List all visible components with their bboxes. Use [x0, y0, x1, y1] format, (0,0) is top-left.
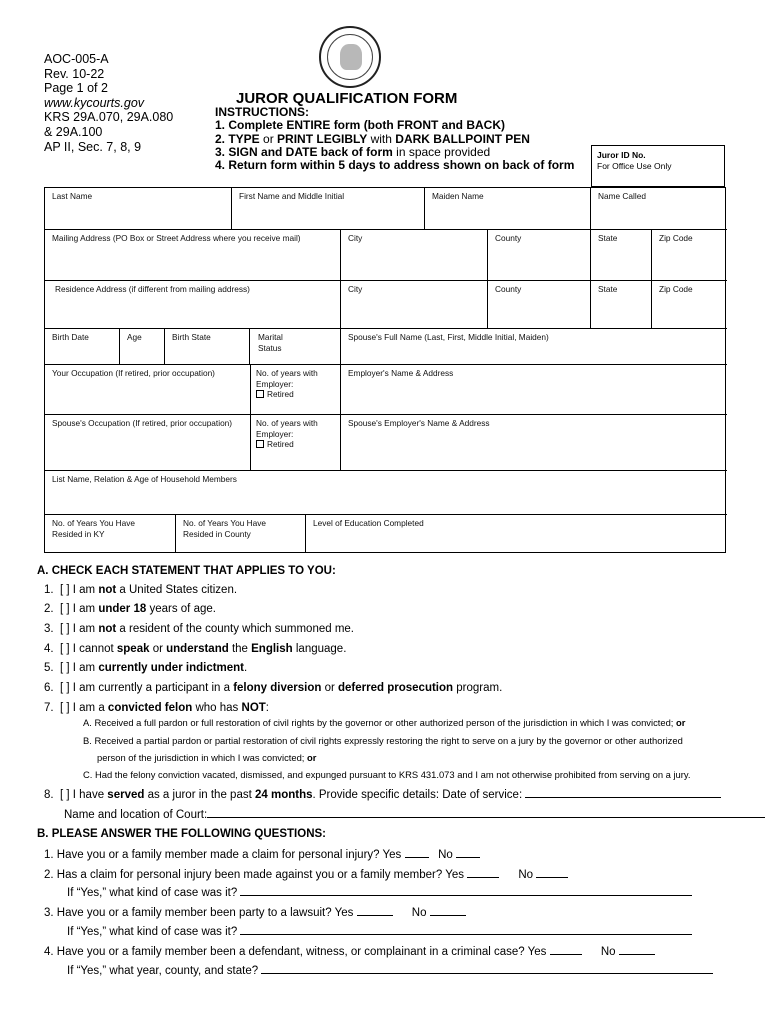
juror-id-box — [591, 145, 725, 187]
statement-7c: C. Had the felony conviction vacated, dismissed, and expunged pursuant to KRS 431.073 and I am not otherwise prohibited from serving on a jury. — [83, 769, 691, 780]
mailing-zip-field[interactable]: Zip Code — [652, 230, 727, 281]
form-header-info — [44, 52, 173, 154]
ap-citation: AP II, Sec. 7, 8, 9 — [44, 139, 142, 154]
instructions-heading: INSTRUCTIONS: — [215, 105, 309, 119]
question-3: 3. Have you or a family member been party to a lawsuit? Yes No — [44, 907, 466, 919]
q4-details-input[interactable] — [261, 973, 713, 974]
mailing-county-field[interactable]: County — [488, 230, 591, 281]
krs-citation: KRS 29A.070, 29A.080 — [44, 110, 174, 125]
residence-city-field[interactable]: City — [341, 281, 488, 329]
age-field[interactable]: Age — [120, 329, 165, 365]
instruction-1: 1. Complete ENTIRE form (both FRONT and BACK) — [215, 118, 505, 133]
q2-details-input[interactable] — [240, 895, 692, 896]
mailing-city-field[interactable]: City — [341, 230, 488, 281]
krs-citation-2: & 29A.100 — [44, 124, 103, 139]
question-2: 2. Has a claim for personal injury been made against you or a family member? Yes No — [44, 869, 568, 881]
q2-yes-input[interactable] — [467, 877, 499, 878]
years-in-county-field[interactable]: No. of Years You Have Resided in County — [176, 515, 306, 552]
date-of-service-input[interactable] — [525, 797, 721, 798]
q4-no-input[interactable] — [619, 954, 655, 955]
form-title: JUROR QUALIFICATION FORM — [236, 90, 458, 107]
occupation-field[interactable]: Your Occupation (If retired, prior occupation) — [45, 365, 251, 415]
statement-3[interactable]: 3. [ ] I am not a resident of the county which summoned me. — [44, 623, 355, 635]
section-b-heading: B. PLEASE ANSWER THE FOLLOWING QUESTIONS: — [37, 828, 326, 840]
instruction-3: 3. SIGN and DATE back of form in space provided — [215, 144, 491, 159]
statement-8[interactable]: 8. [ ] I have served as a juror in the past 24 months. Provide specific details: Date of service: — [44, 789, 721, 801]
marital-status-field[interactable]: Marital Status — [250, 329, 341, 365]
spouse-occupation-field[interactable]: Spouse's Occupation (If retired, prior occupation) — [45, 415, 251, 471]
residence-address-field[interactable]: Residence Address (if different from mailing address) — [45, 281, 341, 329]
question-3-if: If “Yes,” what kind of case was it? — [67, 926, 692, 938]
statement-7a: A. Received a full pardon or full restoration of civil rights by the governor or other authorized person of the jurisdiction in which I was convicted; or — [83, 717, 686, 728]
years-in-ky-field[interactable]: No. of Years You Have Resided in KY — [45, 515, 176, 552]
juror-id-label: Juror ID No. — [597, 150, 646, 160]
employer-field[interactable]: Employer's Name & Address — [341, 365, 727, 415]
kentucky-seal-icon — [319, 26, 381, 88]
statement-2[interactable]: 2. [ ] I am under 18 years of age. — [44, 603, 216, 615]
form-number: AOC-005-A — [44, 52, 109, 66]
instruction-4: 4. Return form within 5 days to address shown on back of form — [215, 158, 575, 173]
spouse-employer-field[interactable]: Spouse's Employer's Name & Address — [341, 415, 727, 471]
q4-yes-input[interactable] — [550, 954, 582, 955]
last-name-field[interactable]: Last Name — [45, 188, 232, 230]
statement-5[interactable]: 5. [ ] I am currently under indictment. — [44, 662, 248, 674]
question-1: 1. Have you or a family member made a claim for personal injury? Yes No — [44, 849, 480, 861]
instructions — [215, 106, 574, 172]
court-location-line: Name and location of Court: — [64, 809, 765, 821]
birth-date-field[interactable]: Birth Date — [45, 329, 120, 365]
q1-yes-input[interactable] — [405, 857, 429, 858]
instruction-2: 2. TYPE or PRINT LEGIBLY with DARK BALLPOINT PEN — [215, 131, 530, 146]
website: www.kycourts.gov — [44, 95, 145, 110]
household-members-field[interactable]: List Name, Relation & Age of Household Members — [45, 471, 727, 515]
name-called-field[interactable]: Name Called — [591, 188, 727, 230]
years-employer-field[interactable]: No. of years with Employer: Retired — [251, 365, 341, 415]
statement-1[interactable]: 1. [ ] I am not a United States citizen. — [44, 584, 238, 596]
personal-info-grid — [44, 187, 726, 553]
revision: Rev. 10-22 — [44, 66, 105, 81]
residence-zip-field[interactable]: Zip Code — [652, 281, 727, 329]
statement-7b-cont: person of the jurisdiction in which I was convicted; or — [97, 752, 317, 763]
residence-state-field[interactable]: State — [591, 281, 652, 329]
page-number: Page 1 of 2 — [44, 81, 108, 96]
q3-details-input[interactable] — [240, 934, 692, 935]
question-2-if: If “Yes,” what kind of case was it? — [67, 887, 692, 899]
statement-4[interactable]: 4. [ ] I cannot speak or understand the English language. — [44, 643, 347, 655]
statement-7[interactable]: 7. [ ] I am a convicted felon who has NOT: — [44, 702, 269, 714]
spouse-name-field[interactable]: Spouse's Full Name (Last, First, Middle Initial, Maiden) — [341, 329, 727, 365]
first-name-field[interactable]: First Name and Middle Initial — [232, 188, 425, 230]
question-4-if: If “Yes,” what year, county, and state? — [67, 965, 713, 977]
q3-yes-input[interactable] — [357, 915, 393, 916]
statement-6[interactable]: 6. [ ] I am currently a participant in a felony diversion or deferred prosecution program. — [44, 682, 503, 694]
retired-checkbox[interactable] — [256, 390, 264, 398]
residence-county-field[interactable]: County — [488, 281, 591, 329]
mailing-address-field[interactable]: Mailing Address (PO Box or Street Address where you receive mail) — [45, 230, 341, 281]
section-a-heading: A. CHECK EACH STATEMENT THAT APPLIES TO YOU: — [37, 565, 336, 577]
question-4: 4. Have you or a family member been a defendant, witness, or complainant in a criminal case? Yes No — [44, 946, 655, 958]
court-location-input[interactable] — [207, 817, 765, 818]
q2-no-input[interactable] — [536, 877, 568, 878]
q1-no-input[interactable] — [456, 857, 480, 858]
juror-id-note: For Office Use Only — [597, 161, 672, 171]
statement-7b: B. Received a partial pardon or partial restoration of civil rights expressly restoring the right to serve on a jury by the governor or other authorized — [83, 735, 683, 746]
mailing-state-field[interactable]: State — [591, 230, 652, 281]
spouse-retired-checkbox[interactable] — [256, 440, 264, 448]
maiden-name-field[interactable]: Maiden Name — [425, 188, 591, 230]
spouse-years-employer-field[interactable]: No. of years with Employer: Retired — [251, 415, 341, 471]
education-field[interactable]: Level of Education Completed — [313, 518, 424, 528]
q3-no-input[interactable] — [430, 915, 466, 916]
birth-state-field[interactable]: Birth State — [165, 329, 250, 365]
